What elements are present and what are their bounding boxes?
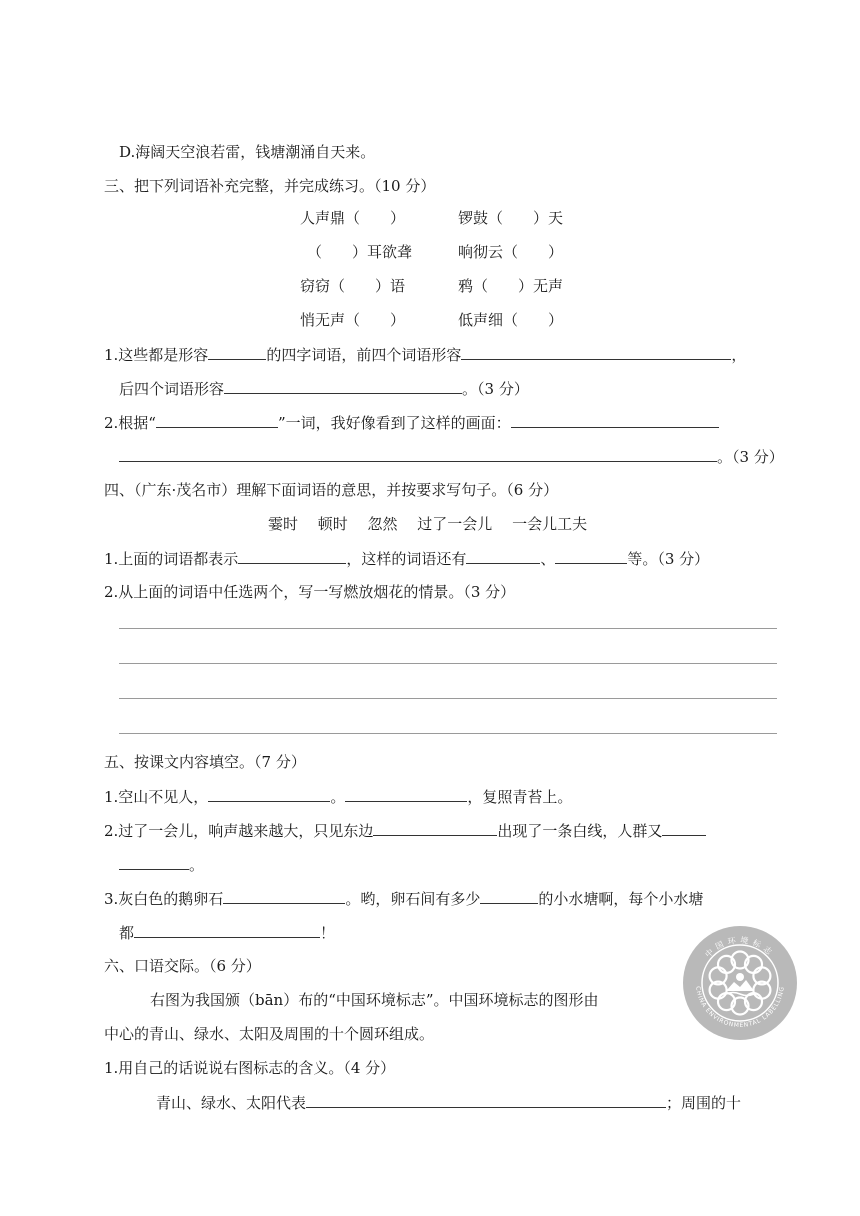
answer-blank[interactable]: [134, 922, 320, 938]
sec5-q3-line1: 3.灰白色的鹅卵石 。哟，卵石间有多少 的小水塘啊，每个小水塘: [104, 890, 704, 908]
answer-blank[interactable]: [345, 786, 467, 802]
section-3-title: 三、把下列词语补充完整，并完成练习。（10 分）: [104, 177, 436, 195]
answer-blank[interactable]: [306, 1092, 666, 1108]
answer-blank[interactable]: [555, 548, 627, 564]
word-row-1: [300, 208, 563, 228]
sec5-q2-line1: 2.过了一会儿，响声越来越大，只见东边 出现了一条白线，人群又: [104, 820, 706, 841]
sec3-q1-line2: 后四个词语形容 。（3 分）: [119, 380, 529, 398]
word-row-4: [300, 310, 563, 330]
word-cell: 人声鼎（ ）: [300, 209, 406, 227]
section-6-title: 六、口语交际。（6 分）: [104, 957, 261, 975]
sec4-q1: 1.上面的词语都表示 ，这样的词语还有 、 等。（3 分）: [104, 550, 710, 568]
word-cell: 悄无声（ ）: [300, 311, 406, 329]
word-cell: 鸦（ ）无声: [458, 277, 564, 295]
answer-blank[interactable]: [461, 344, 731, 360]
sec5-q3-line2: 都 ！: [119, 924, 336, 942]
answer-blank[interactable]: [208, 344, 266, 360]
writing-line[interactable]: [119, 663, 777, 664]
answer-blank[interactable]: [208, 786, 330, 802]
china-environmental-label-icon: [682, 925, 798, 1041]
logo-top-text: 中国环境标志: [703, 935, 777, 960]
answer-blank[interactable]: [511, 412, 719, 428]
word-cell: 响彻云（ ）: [458, 243, 564, 261]
writing-line[interactable]: [119, 628, 777, 629]
word-row-3: [300, 276, 563, 296]
word-row-2: [307, 242, 563, 262]
answer-blank[interactable]: [119, 446, 717, 462]
sec3-q2-line2: 。（3 分）: [119, 446, 784, 467]
word-cell: 窃窃（ ）语: [300, 277, 406, 295]
answer-blank[interactable]: [119, 854, 189, 870]
sec5-q2-line2: 。: [119, 854, 204, 875]
word-cell: 锣鼓（ ）天: [458, 209, 564, 227]
answer-blank[interactable]: [466, 548, 540, 564]
section-5-title: 五、按课文内容填空。（7 分）: [104, 753, 306, 771]
sec6-answer-line: 青山、绿水、太阳代表 ；周围的十: [156, 1094, 742, 1112]
sec5-q1: 1.空山不见人， 。 ，复照青苔上。: [104, 788, 573, 806]
option-d: D.海阔天空浪若雷，钱塘潮涌自天来。: [119, 143, 376, 161]
sec3-q2-line1: 2.根据“ ”一词，我好像看到了这样的画面：: [104, 412, 719, 433]
answer-blank[interactable]: [156, 412, 278, 428]
answer-blank[interactable]: [373, 820, 497, 836]
answer-blank[interactable]: [480, 888, 538, 904]
answer-blank[interactable]: [238, 548, 346, 564]
writing-line[interactable]: [119, 733, 777, 734]
answer-blank[interactable]: [224, 378, 462, 394]
sec6-paragraph-line2: 中心的青山、绿水、太阳及周围的十个圆环组成。: [104, 1025, 435, 1043]
writing-line[interactable]: [119, 698, 777, 699]
answer-blank[interactable]: [662, 820, 706, 836]
sec4-word-list: 霎时 顿时 忽然 过了一会儿 一会儿工夫: [268, 515, 588, 533]
answer-blank[interactable]: [223, 888, 345, 904]
sec4-q2: 2.从上面的词语中任选两个，写一写燃放烟花的情景。（3 分）: [104, 583, 516, 601]
section-4-title: 四、（广东·茂名市）理解下面词语的意思，并按要求写句子。（6 分）: [104, 481, 559, 499]
logo-ring-text: CHINA ENVIRONMENTAL LABELLING: [694, 985, 786, 1030]
word-cell: 低声细（ ）: [458, 311, 564, 329]
word-cell: （ ）耳欲聋: [307, 243, 413, 261]
sec3-q1-line1: 1.这些都是形容 的四字词语，前四个词语形容 ，: [104, 346, 747, 364]
sec6-paragraph-line1: 右图为我国颁（bān）布的“中国环境标志”。中国环境标志的图形由: [150, 991, 599, 1009]
sec6-q1: 1.用自己的话说说右图标志的含义。（4 分）: [104, 1059, 396, 1077]
